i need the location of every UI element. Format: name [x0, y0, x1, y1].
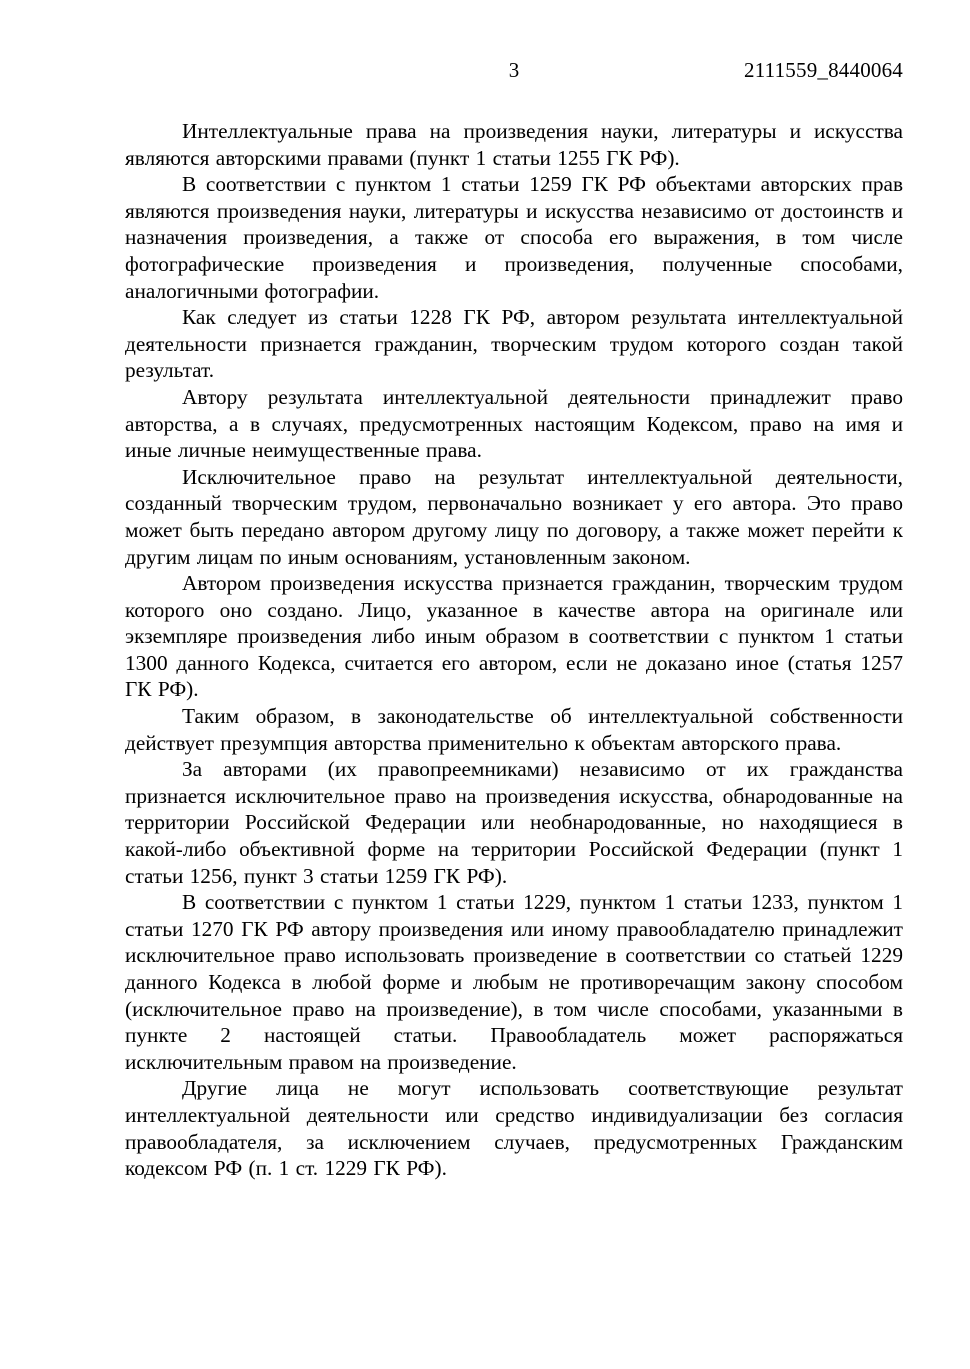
paragraph: За авторами (их правопреемниками) независимо от их гражданства признается исключительное право на произведения искусства, обнародованные на территории Российской Федерации или необнародованные, но находящиеся в какой-либо объективной форме на территории Российской Федерации (пункт 1 статьи 1256, пункт 3 статьи 1259 ГК РФ). — [125, 757, 903, 888]
paragraph: Автору результата интеллектуальной деятельности принадлежит право авторства, а в случаях, предусмотренных настоящим Кодексом, право на имя и иные личные неимущественные права. — [125, 384, 903, 463]
page-header — [125, 0, 903, 83]
document-id: 2111559_8440064 — [744, 58, 903, 82]
paragraph: Как следует из статьи 1228 ГК РФ, автором результата интеллектуальной деятельности признается гражданин, творческим трудом которого создан такой результат. — [125, 305, 903, 383]
page-number: 3 — [508, 58, 520, 82]
paragraph: Автором произведения искусства признается гражданин, творческим трудом которого оно создано. Лицо, указанное в качестве автора на оригинале или экземпляре произведения либо иным образом в соответствии с пунктом 1 статьи 1300 данного Кодекса, считается его автором, если не доказано иное (статья 1257 ГК РФ). — [125, 571, 903, 702]
paragraph: В соответствии с пунктом 1 статьи 1229, пунктом 1 статьи 1233, пунктом 1 статьи 1270 ГК РФ автору произведения или иному правообладателю принадлежит исключительное право использовать произведение в соответствии со статьей 1229 данного Кодекса в любой форме и любым не противоречащим закону способом (исключительное право на произведение), в том числе способами, указанными в пункте 2 настоящей статьи. Правообладатель может распоряжаться исключительным правом на произведение. — [125, 890, 903, 1074]
paragraph: Интеллектуальные права на произведения науки, литературы и искусства являются авторскими правами (пункт 1 статьи 1255 ГК РФ). — [125, 119, 903, 170]
paragraph: Таким образом, в законодательстве об интеллектуальной собственности действует презумпция авторства применительно к объектам авторского права. — [125, 704, 903, 755]
document-body — [125, 118, 903, 1182]
paragraph: Исключительное право на результат интеллектуальной деятельности, созданный творческим трудом, первоначально возникает у его автора. Это право может быть передано автором другому лицу по договору, а также может перейти к другим лицам по иным основаниям, установленным законом. — [125, 464, 903, 569]
paragraph: В соответствии с пунктом 1 статьи 1259 ГК РФ объектами авторских прав являются произведения науки, литературы и искусства независимо от достоинств и назначения произведения, а также от способа его выражения, в том числе фотографические произведения и произведения, полученные способами, аналогичными фотографии. — [125, 172, 903, 303]
paragraph: Другие лица не могут использовать соответствующие результат интеллектуальной деятельности или средство индивидуализации без согласия правообладателя, за исключением случаев, предусмотренных Гражданским кодексом РФ (п. 1 ст. 1229 ГК РФ). — [125, 1076, 903, 1181]
